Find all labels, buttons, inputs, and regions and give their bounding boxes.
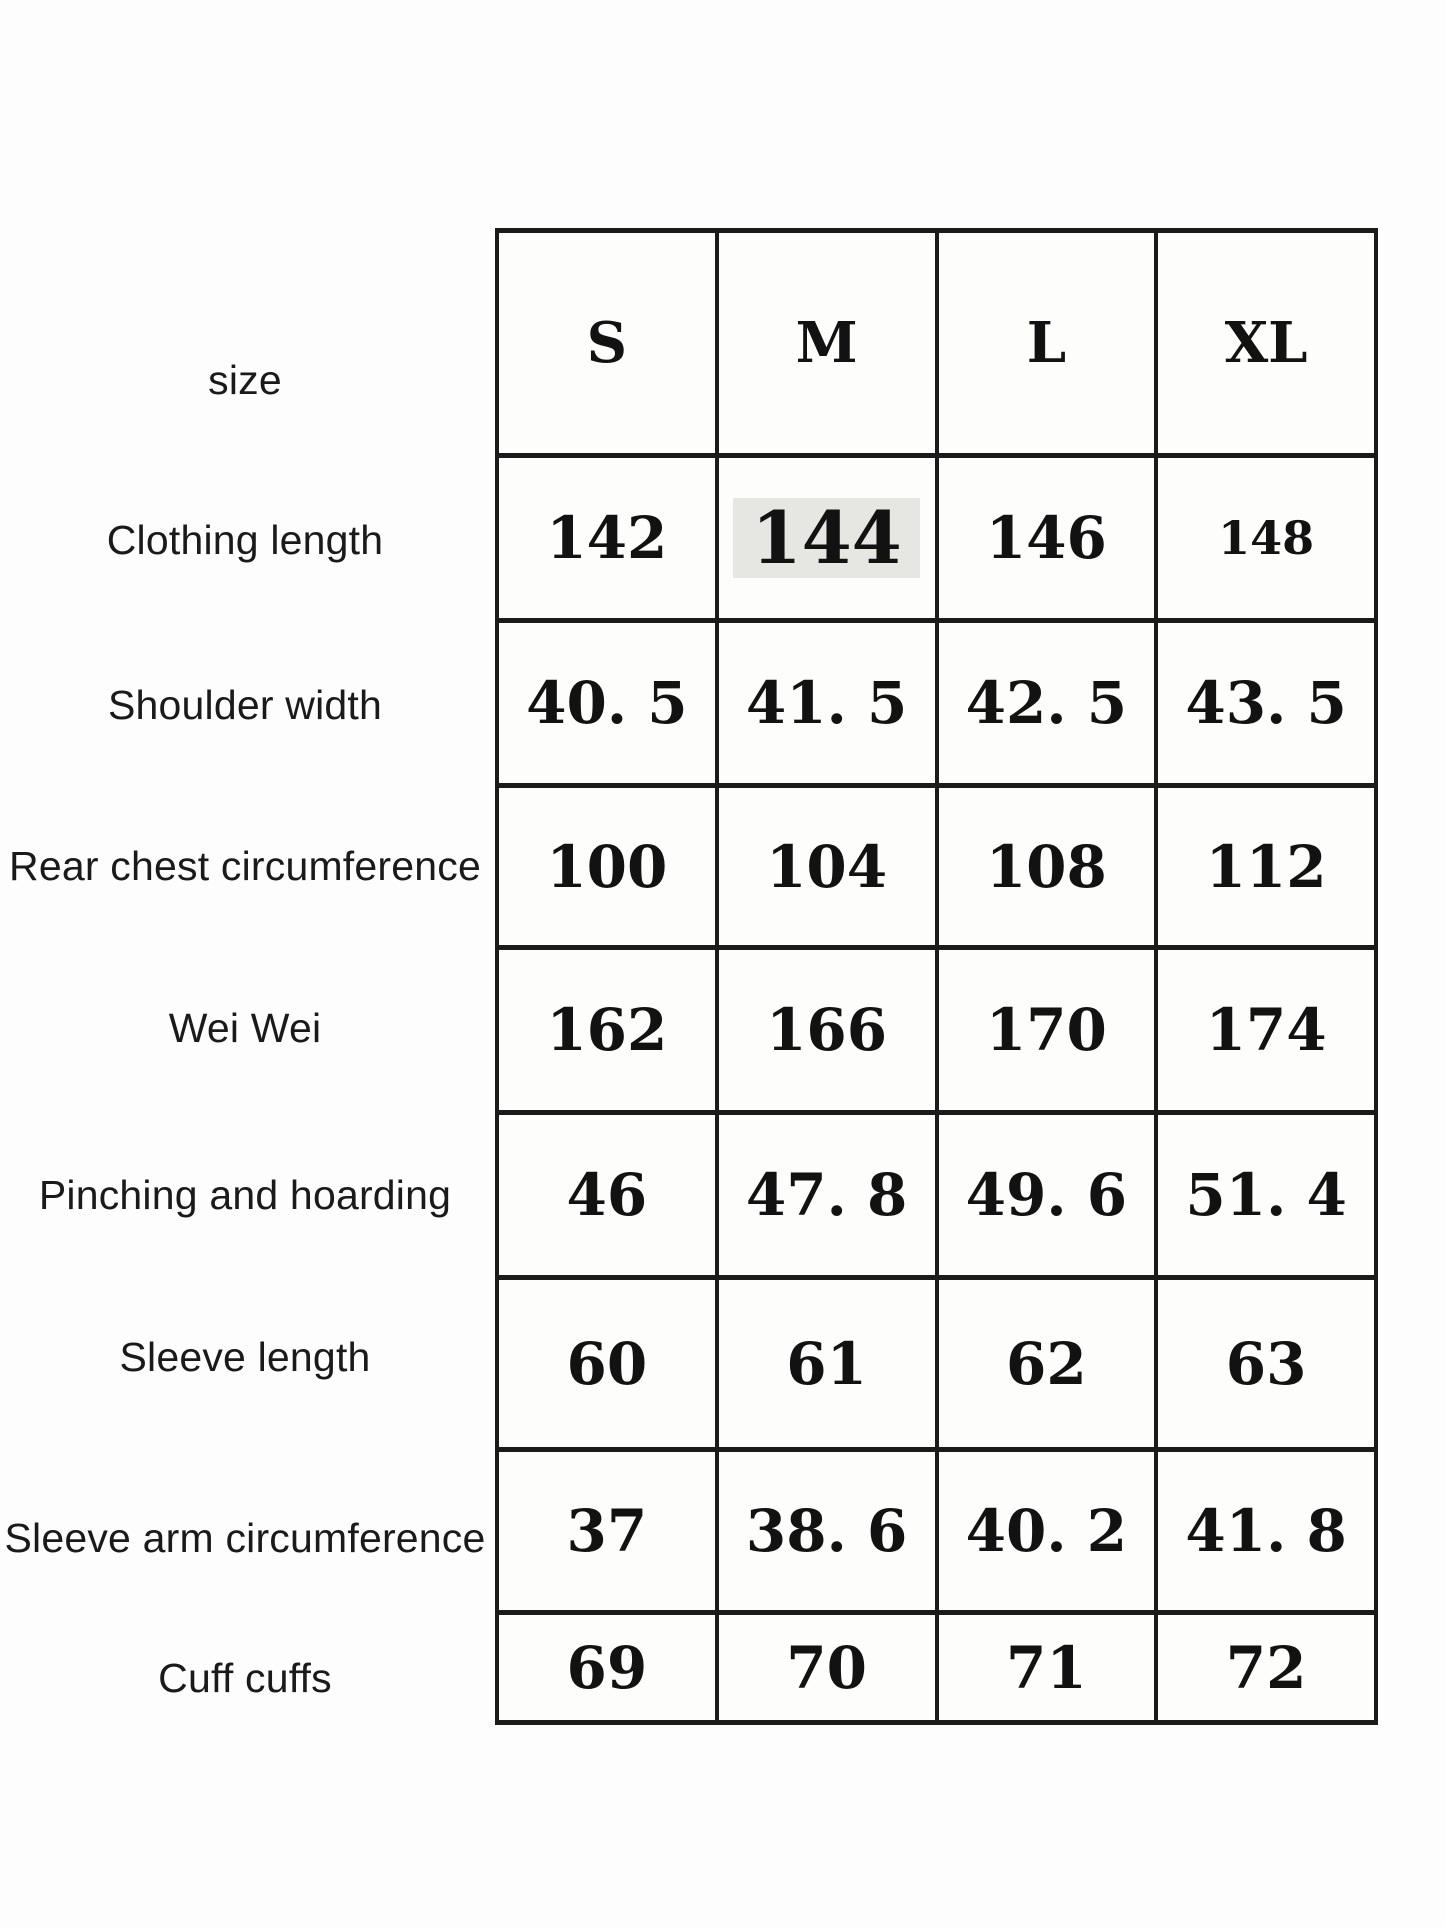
row-label-wei-wei: Wei Wei	[168, 1004, 322, 1051]
row-label-pinching-hoarding: Pinching and hoarding	[38, 1171, 452, 1218]
table-cell: 40. 2	[939, 1452, 1155, 1610]
column-header-s: S	[499, 233, 715, 453]
table-cell: 46	[499, 1115, 715, 1275]
table-cell: 166	[719, 950, 935, 1110]
table-cell: 38. 6	[719, 1452, 935, 1610]
table-cell: 40. 5	[499, 623, 715, 783]
table-cell: 170	[939, 950, 1155, 1110]
row-label-clothing-length: Clothing length	[106, 516, 384, 563]
table-cell: 100	[499, 788, 715, 945]
row-label-sleeve-length: Sleeve length	[119, 1333, 371, 1380]
table-cell: 41. 5	[719, 623, 935, 783]
row-label-sleeve-arm: Sleeve arm circumference	[4, 1514, 486, 1561]
table-cell: 41. 8	[1158, 1452, 1374, 1610]
row-label-shoulder-width: Shoulder width	[107, 681, 383, 728]
table-cell: 49. 6	[939, 1115, 1155, 1275]
table-cell: 43. 5	[1158, 623, 1374, 783]
column-header-l: L	[939, 233, 1155, 453]
table-cell: 148	[1158, 458, 1374, 618]
corner-label-size: size	[208, 356, 282, 403]
column-header-xl: XL	[1158, 233, 1374, 453]
table-cell: 37	[499, 1452, 715, 1610]
table-cell: 72	[1158, 1615, 1374, 1720]
column-header-m: M	[719, 233, 935, 453]
table-cell: 63	[1158, 1280, 1374, 1447]
table-cell: 62	[939, 1280, 1155, 1447]
table-cell: 104	[719, 788, 935, 945]
table-cell: 174	[1158, 950, 1374, 1110]
table-cell: 69	[499, 1615, 715, 1720]
table-cell: 47. 8	[719, 1115, 935, 1275]
table-cell: 146	[939, 458, 1155, 618]
table-cell: 61	[719, 1280, 935, 1447]
row-label-rear-chest: Rear chest circumference	[9, 842, 481, 889]
row-label-cuff-cuffs: Cuff cuffs	[158, 1654, 332, 1701]
table-cell: 71	[939, 1615, 1155, 1720]
table-cell: 42. 5	[939, 623, 1155, 783]
table-cell: 142	[499, 458, 715, 618]
table-cell: 51. 4	[1158, 1115, 1374, 1275]
highlighted-value: 144	[733, 498, 919, 578]
table-cell: 112	[1158, 788, 1374, 945]
table-cell: 162	[499, 950, 715, 1110]
table-cell	[719, 458, 935, 618]
table-cell: 108	[939, 788, 1155, 945]
table-cell: 60	[499, 1280, 715, 1447]
table-cell: 70	[719, 1615, 935, 1720]
size-chart-table	[495, 228, 1378, 1725]
